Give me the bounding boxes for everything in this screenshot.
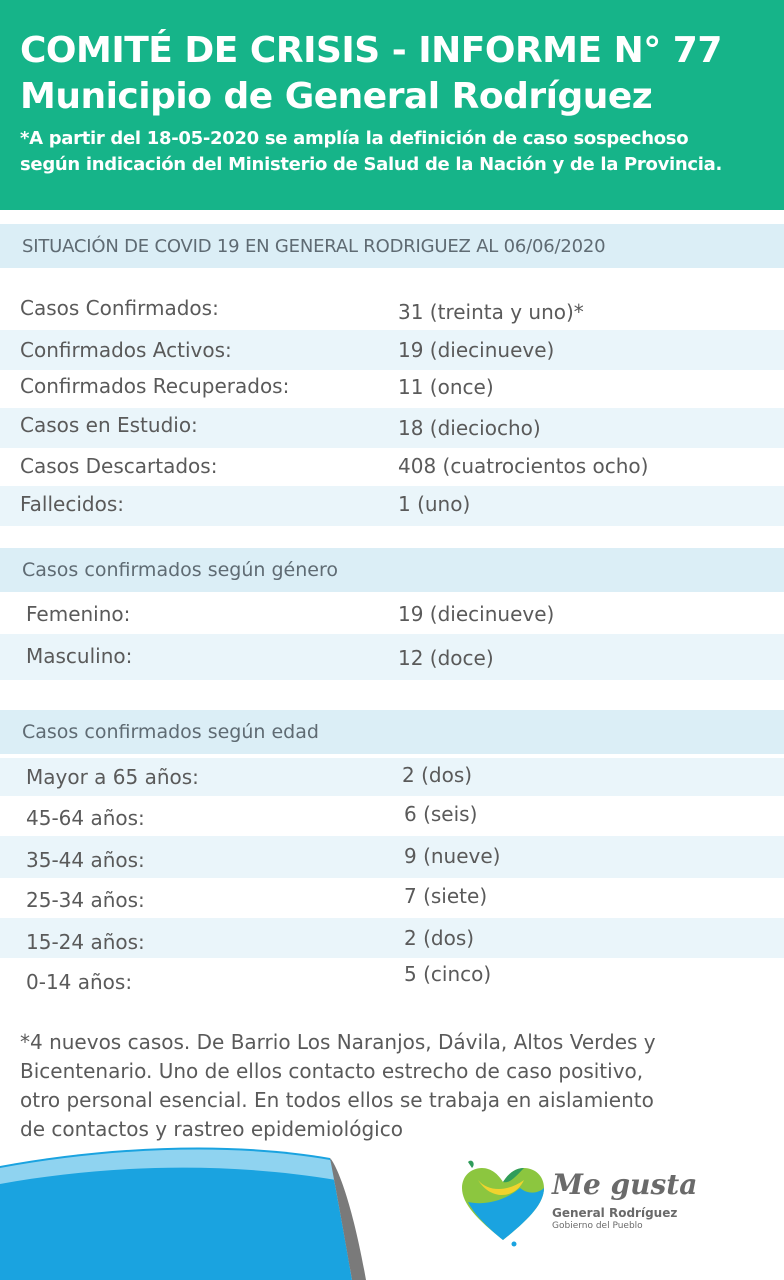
table-row [0, 370, 784, 408]
table-row [0, 836, 784, 878]
table-row [0, 486, 784, 526]
row-label: 45-64 años: [26, 806, 145, 830]
footnote-line-1: *4 nuevos casos. De Barrio Los Naranjos, Dávila, Altos Verdes y [20, 1030, 656, 1054]
logo-main-text: Me gusta [552, 1168, 698, 1201]
row-label: Confirmados Activos: [20, 338, 232, 362]
row-value: 408 (cuatrocientos ocho) [398, 454, 649, 478]
row-label: Casos Descartados: [20, 454, 218, 478]
row-value: 6 (seis) [404, 802, 478, 826]
row-label: 35-44 años: [26, 848, 145, 872]
row-value: 12 (doce) [398, 646, 494, 670]
row-value: 31 (treinta y uno)* [398, 300, 584, 324]
situation-heading: SITUACIÓN DE COVID 19 EN GENERAL RODRIGUEZ AL 06/06/2020 [0, 224, 784, 268]
row-value: 19 (diecinueve) [398, 338, 555, 362]
row-label: 0-14 años: [26, 970, 133, 994]
table-row [0, 878, 784, 918]
row-value: 18 (dieciocho) [398, 416, 541, 440]
table-row [0, 594, 784, 634]
row-value: 2 (dos) [402, 763, 473, 787]
age-heading: Casos confirmados según edad [0, 710, 784, 754]
row-label: 15-24 años: [26, 930, 145, 954]
footnote-line-2: Bicentenario. Uno de ellos contacto estrecho de caso positivo, [20, 1059, 644, 1083]
table-row [0, 408, 784, 448]
table-row [0, 958, 784, 998]
report-title [20, 28, 766, 120]
row-value: 5 (cinco) [404, 962, 492, 986]
row-label: Masculino: [26, 644, 133, 668]
title-line-1: COMITÉ DE CRISIS - INFORME N° 77 [20, 30, 722, 71]
logo-tagline: Gobierno del Pueblo [552, 1221, 643, 1231]
title-line-2: Municipio de General Rodríguez [20, 76, 653, 117]
row-label: Casos en Estudio: [20, 413, 198, 437]
logo-sub-text: General Rodríguez [552, 1206, 678, 1220]
report-header [0, 0, 784, 210]
table-row [0, 448, 784, 486]
note-line-2: según indicación del Ministerio de Salud de la Nación y de la Provincia. [20, 154, 723, 175]
table-row [0, 796, 784, 836]
row-value: 19 (diecinueve) [398, 602, 555, 626]
table-row [0, 634, 784, 680]
row-value: 7 (siete) [404, 884, 488, 908]
footnote-line-4: de contactos y rastreo epidemiológico [20, 1117, 403, 1141]
footnote-line-3: otro personal esencial. En todos ellos se trabaja en aislamiento [20, 1088, 654, 1112]
row-value: 2 (dos) [404, 926, 475, 950]
logo-text [552, 1168, 697, 1231]
row-label: Femenino: [26, 602, 131, 626]
gender-heading: Casos confirmados según género [0, 548, 784, 592]
definition-note [20, 126, 766, 178]
row-value: 9 (nueve) [404, 844, 501, 868]
heart-icon [462, 1161, 544, 1247]
row-value: 1 (uno) [398, 492, 471, 516]
table-row [0, 330, 784, 370]
row-label: 25-34 años: [26, 888, 145, 912]
row-label: Confirmados Recuperados: [20, 374, 290, 398]
row-label: Fallecidos: [20, 492, 124, 516]
row-label: Mayor a 65 años: [26, 765, 199, 789]
table-row [0, 918, 784, 958]
table-row [0, 296, 784, 328]
row-label: Casos Confirmados: [20, 296, 219, 320]
row-value: 11 (once) [398, 375, 494, 399]
note-line-1: *A partir del 18-05-2020 se amplía la definición de caso sospechoso [20, 128, 689, 149]
new-cases-footnote [20, 1028, 740, 1144]
table-row [0, 758, 784, 796]
